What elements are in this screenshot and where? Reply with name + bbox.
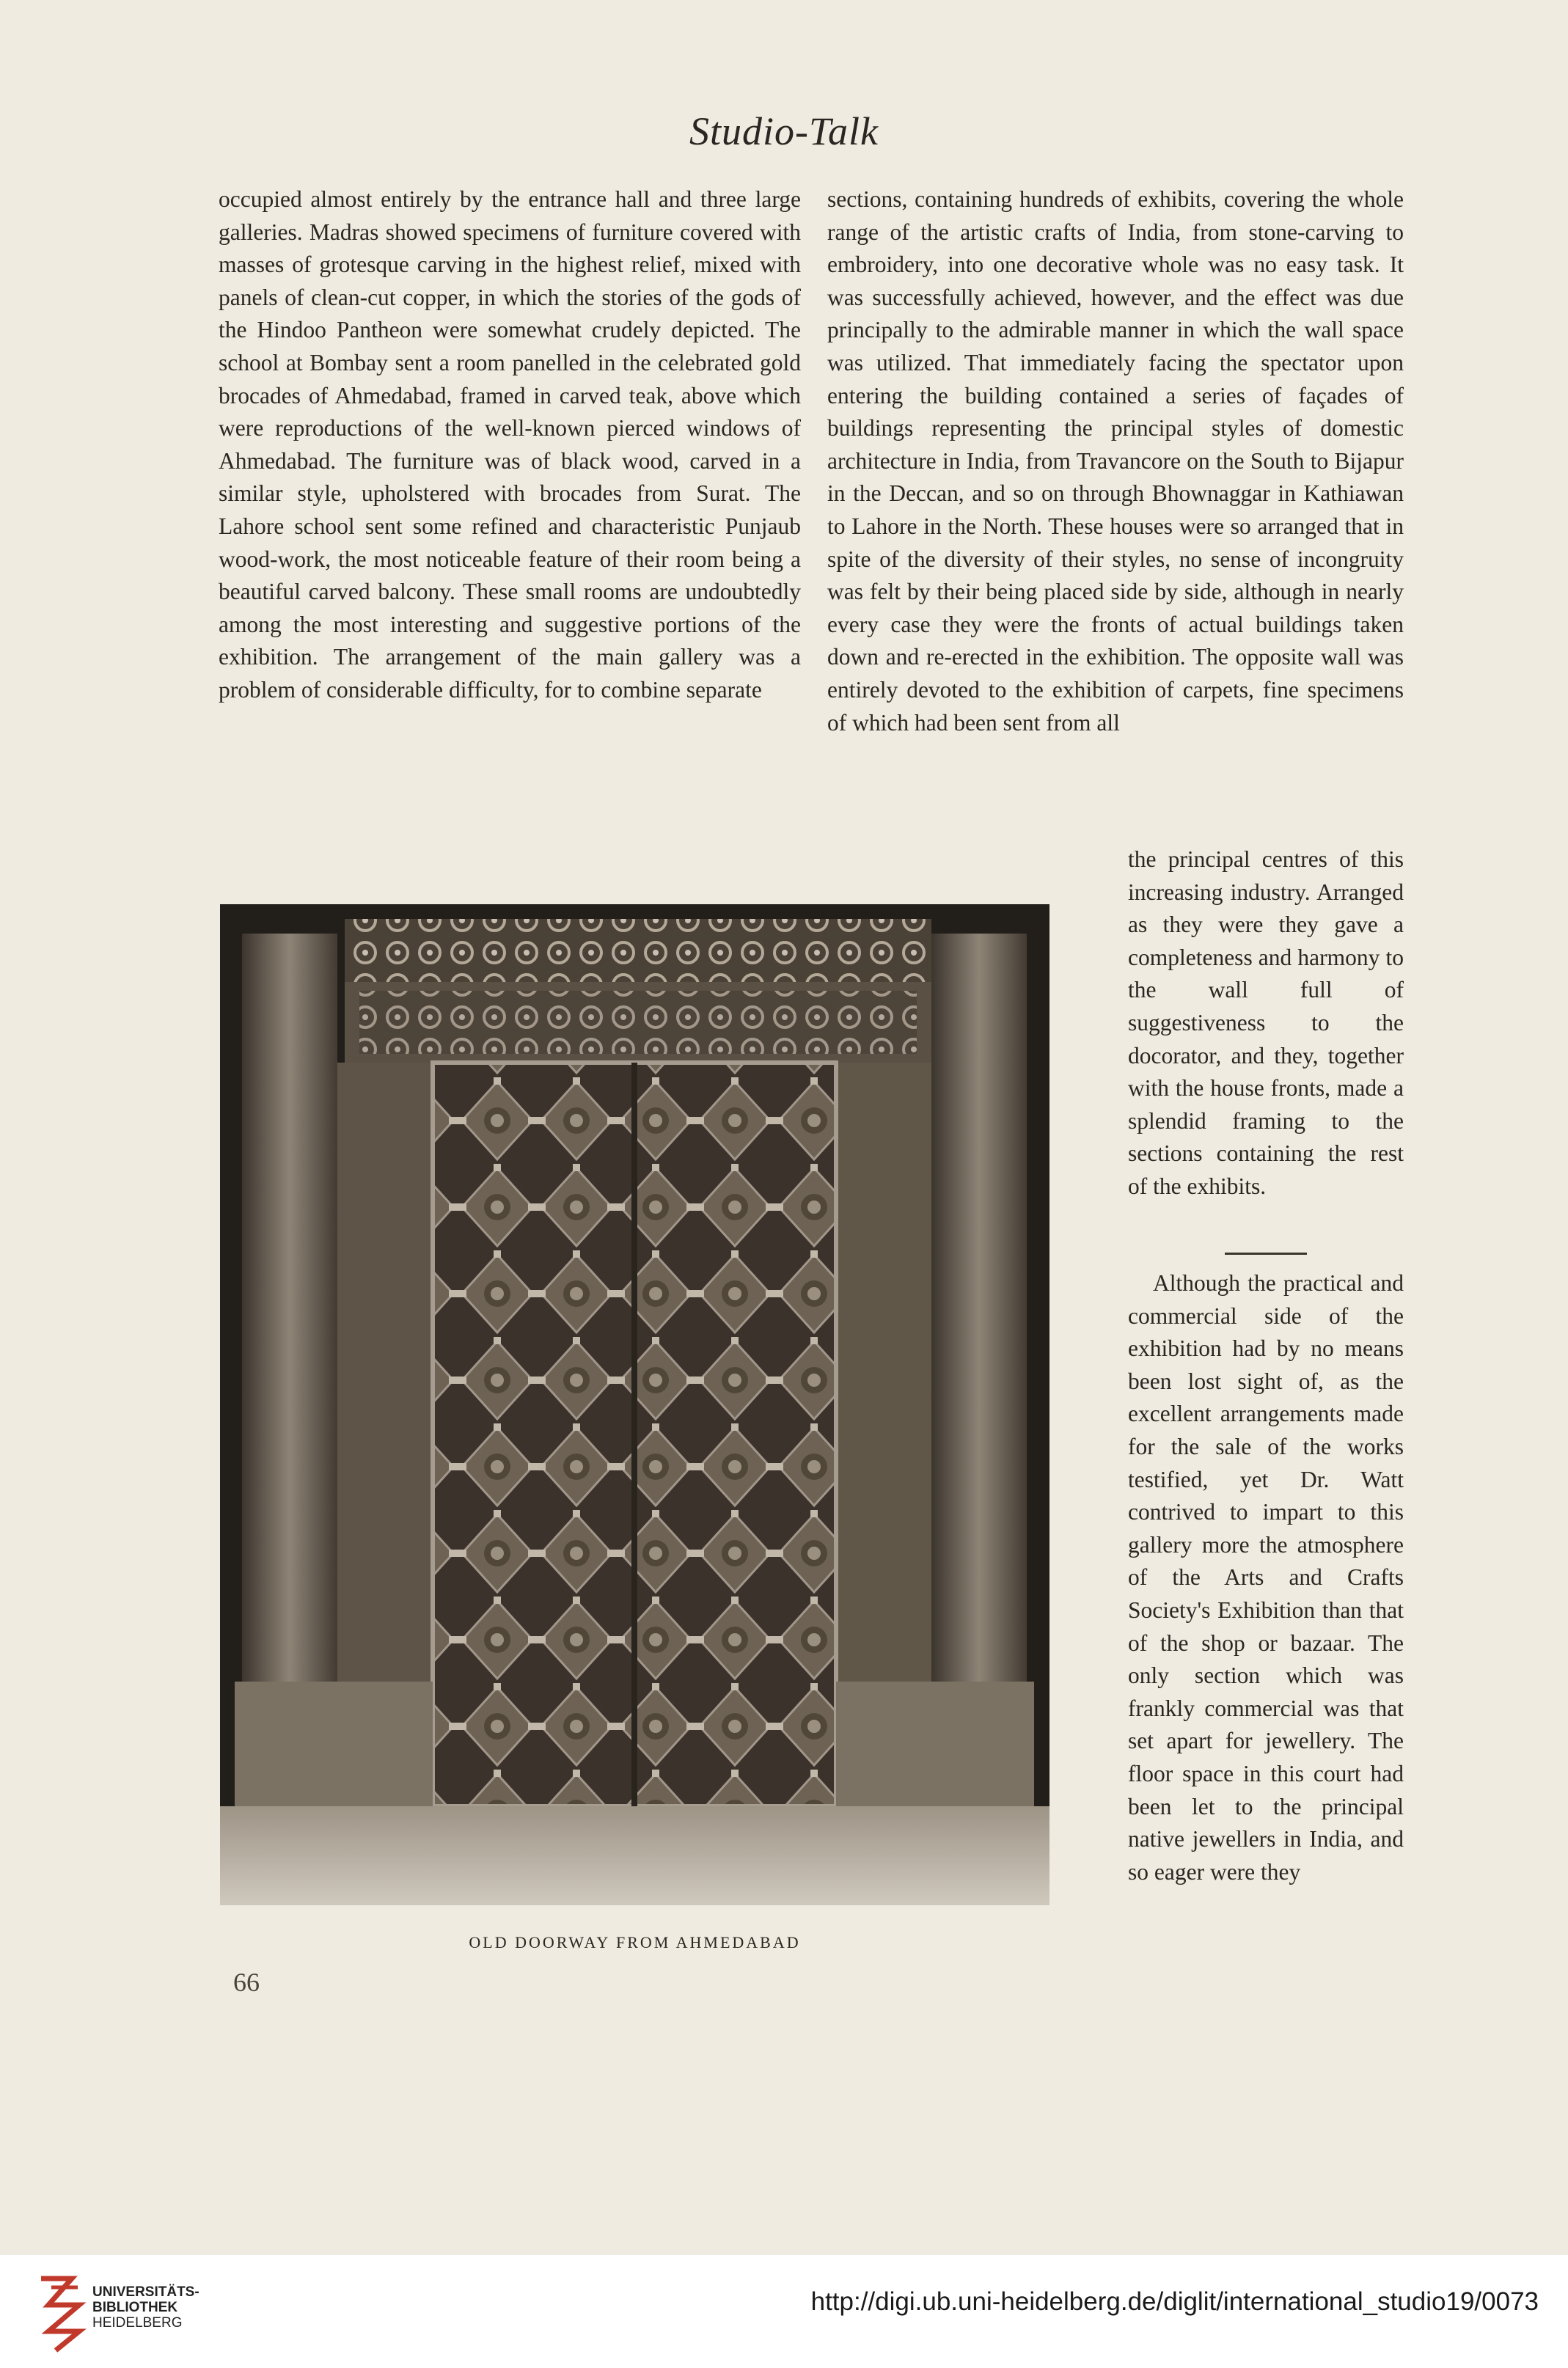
library-name-line1: UNIVERSITÄTS- — [92, 2284, 199, 2300]
text-column-right-narrow-2 — [1128, 1267, 1404, 1888]
paragraph: Although the practical and commercial side of the exhibition had by no means been lost sight of, as the excellent arrangements made for the sale of the works testified, yet Dr. Watt contrived to impart to this gallery more the atmosphere of the Arts and Crafts Society's Exhibition than that of the shop or bazaar. The only section which was frankly commercial was that set apart for jewellery. The floor space in this court had been let to the principal native jewellers in India, and so eager were they — [1128, 1270, 1404, 1885]
library-name — [92, 2284, 199, 2331]
running-head: Studio-Talk — [689, 109, 879, 153]
library-name-line3: HEIDELBERG — [92, 2315, 183, 2331]
library-footer — [0, 2255, 1568, 2368]
doorway-photograph — [220, 904, 1049, 1905]
carved-doorway-image — [220, 904, 1049, 1905]
text-column-left — [219, 183, 801, 707]
section-divider — [1225, 1253, 1307, 1255]
text-column-right-narrow — [1128, 843, 1404, 1203]
source-url-link[interactable]: http://digi.ub.uni-heidelberg.de/diglit/international_studio19/0073 — [810, 2287, 1539, 2316]
page-number: 66 — [233, 1968, 260, 1997]
paragraph: occupied almost entirely by the entrance hall and three large galleries. Madras showed specimens of furniture covered with masses of grotesque carving in the highest relief, mixed with panels of clean-cut copper, in which the stories of the gods of the Hindoo Pantheon were somewhat crudely depicted. The school at Bombay sent a room panelled in the celebrated gold brocades of Ahmedabad, framed in carved teak, above which were reproductions of the well-known pierced windows of Ahmedabad. The furniture was of black wood, carved in a similar style, upholstered with brocades from Surat. The Lahore school sent some refined and characteristic Punjaub wood-work, the most noticeable feature of their room being a beautiful carved balcony. These small rooms are undoubtedly among the most interesting and suggestive portions of the exhibition. The arrangement of the main gallery was a problem of considerable difficulty, for to combine separate — [219, 186, 801, 703]
paragraph: the principal centres of this increasing industry. Arranged as they were they gave a completeness and harmony to the wall full of suggestiveness to the docorator, and they, together with the house fronts, made a splendid framing to the sections containing the rest of the exhibits. — [1128, 846, 1404, 1199]
library-name-line2: BIBLIOTHEK — [92, 2300, 178, 2315]
text-column-right — [827, 183, 1404, 739]
figure-caption: OLD DOORWAY FROM AHMEDABAD — [469, 1933, 801, 1951]
paragraph: sections, containing hundreds of exhibits, covering the whole range of the artistic crafts of India, from stone-carving to embroidery, into one decorative whole was no easy task. It was successfully achieved, however, and the effect was due principally to the admirable manner in which the wall space was utilized. That immediately facing the spectator upon entering the building contained a series of façades of buildings representing the principal styles of domestic architecture in India, from Travancore on the South to Bijapur in the Deccan, and so on through Bhownaggar in Kathiawan to Lahore in the North. These houses were so arranged that in spite of the diversity of their styles, no sense of incongruity was felt by their being placed side by side, although in nearly every case they were the fronts of actual buildings taken down and re-erected in the exhibition. The opposite wall was entirely devoted to the exhibition of carpets, fine specimens of which had been sent from all — [827, 186, 1404, 736]
library-logo-icon — [34, 2271, 89, 2353]
